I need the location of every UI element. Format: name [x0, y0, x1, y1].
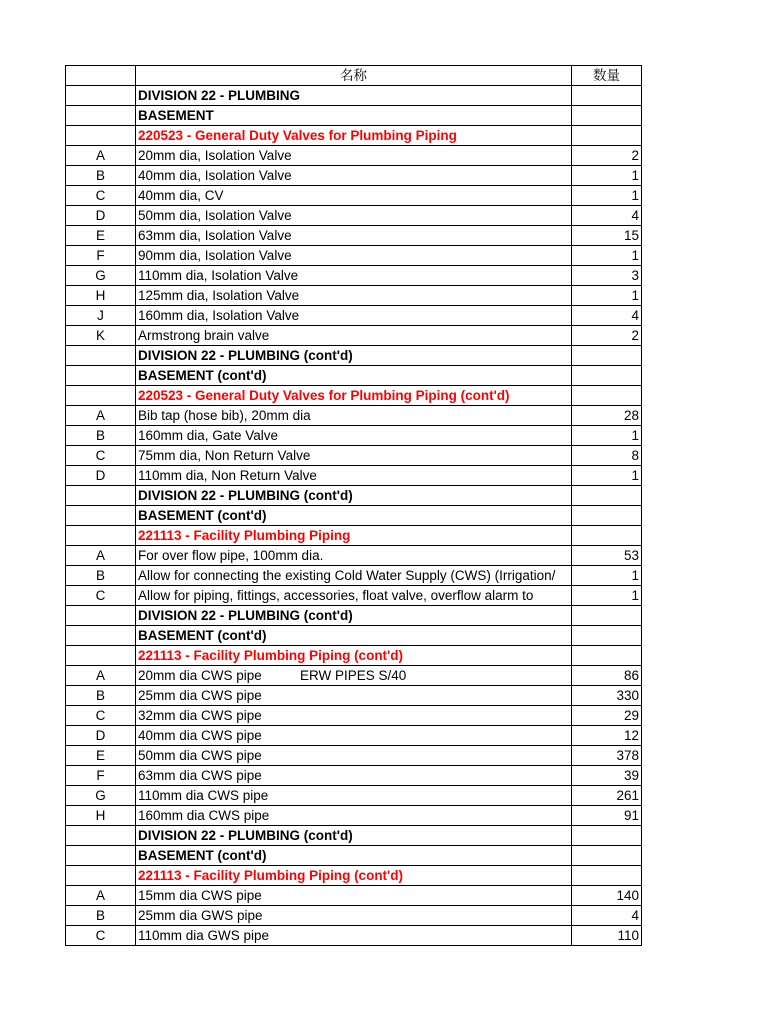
item-quantity: 378 — [571, 746, 642, 765]
area-heading-row — [65, 505, 642, 525]
division-heading: DIVISION 22 - PLUMBING (cont'd) — [135, 486, 571, 505]
item-note: ERW PIPES S/40 — [300, 668, 407, 683]
section-heading-row — [65, 385, 642, 405]
item-code: B — [65, 166, 135, 185]
table-row — [65, 685, 642, 705]
item-quantity: 3 — [571, 266, 642, 285]
item-description: 32mm dia CWS pipe — [135, 706, 571, 725]
table-row — [65, 265, 642, 285]
item-quantity: 110 — [571, 926, 642, 945]
item-code: D — [65, 726, 135, 745]
item-quantity: 1 — [571, 186, 642, 205]
item-description: 110mm dia, Non Return Valve — [135, 466, 571, 485]
empty-cell — [65, 606, 135, 625]
division-heading: DIVISION 22 - PLUMBING — [135, 86, 571, 105]
item-quantity: 15 — [571, 226, 642, 245]
item-quantity: 4 — [571, 306, 642, 325]
empty-cell — [65, 866, 135, 885]
empty-cell — [571, 486, 642, 505]
item-quantity: 29 — [571, 706, 642, 725]
item-code: J — [65, 306, 135, 325]
division-heading-row — [65, 825, 642, 845]
empty-cell — [65, 106, 135, 125]
table-row — [65, 185, 642, 205]
item-description: 110mm dia, Isolation Valve — [135, 266, 571, 285]
item-code: C — [65, 446, 135, 465]
empty-cell — [65, 86, 135, 105]
item-code: E — [65, 226, 135, 245]
empty-cell — [571, 126, 642, 145]
empty-cell — [65, 386, 135, 405]
item-code: G — [65, 786, 135, 805]
item-quantity: 8 — [571, 446, 642, 465]
table-row — [65, 885, 642, 905]
item-code: C — [65, 706, 135, 725]
empty-cell — [65, 126, 135, 145]
item-code: K — [65, 326, 135, 345]
item-description: 75mm dia, Non Return Valve — [135, 446, 571, 465]
area-heading: BASEMENT (cont'd) — [135, 506, 571, 525]
boq-table — [65, 65, 642, 946]
item-description: 63mm dia CWS pipe — [135, 766, 571, 785]
item-description: 25mm dia CWS pipe — [135, 686, 571, 705]
item-quantity: 1 — [571, 466, 642, 485]
table-row — [65, 745, 642, 765]
item-code: F — [65, 246, 135, 265]
item-description: Bib tap (hose bib), 20mm dia — [135, 406, 571, 425]
item-description: 20mm dia CWS pipe — [138, 668, 262, 683]
item-code: B — [65, 686, 135, 705]
item-quantity: 28 — [571, 406, 642, 425]
section-heading: 221113 - Facility Plumbing Piping — [135, 526, 571, 545]
table-row — [65, 545, 642, 565]
empty-cell — [65, 486, 135, 505]
table-row — [65, 165, 642, 185]
table-row — [65, 665, 642, 685]
item-quantity: 91 — [571, 806, 642, 825]
empty-cell — [65, 846, 135, 865]
item-code: A — [65, 406, 135, 425]
table-row — [65, 305, 642, 325]
item-description: 40mm dia CWS pipe — [135, 726, 571, 745]
section-heading-row — [65, 125, 642, 145]
empty-cell — [571, 866, 642, 885]
table-header-row — [65, 65, 642, 85]
empty-cell — [571, 86, 642, 105]
table-row — [65, 445, 642, 465]
item-quantity: 2 — [571, 146, 642, 165]
empty-cell — [65, 66, 135, 85]
item-description: 25mm dia GWS pipe — [135, 906, 571, 925]
division-heading: DIVISION 22 - PLUMBING (cont'd) — [135, 606, 571, 625]
item-code: D — [65, 206, 135, 225]
item-code: A — [65, 146, 135, 165]
empty-cell — [571, 386, 642, 405]
item-description: 110mm dia GWS pipe — [135, 926, 571, 945]
division-heading-row — [65, 85, 642, 105]
item-code: B — [65, 426, 135, 445]
section-heading: 221113 - Facility Plumbing Piping (cont'd) — [135, 866, 571, 885]
empty-cell — [571, 346, 642, 365]
division-heading-row — [65, 605, 642, 625]
table-row — [65, 585, 642, 605]
item-code: F — [65, 766, 135, 785]
area-heading: BASEMENT (cont'd) — [135, 846, 571, 865]
item-description: 40mm dia, CV — [135, 186, 571, 205]
item-code: A — [65, 886, 135, 905]
item-description: 63mm dia, Isolation Valve — [135, 226, 571, 245]
item-quantity: 12 — [571, 726, 642, 745]
section-heading: 221113 - Facility Plumbing Piping (cont'd) — [135, 646, 571, 665]
item-description: 160mm dia, Gate Valve — [135, 426, 571, 445]
area-heading-row — [65, 105, 642, 125]
table-row — [65, 925, 642, 945]
item-code: E — [65, 746, 135, 765]
area-heading: BASEMENT — [135, 106, 571, 125]
section-heading: 220523 - General Duty Valves for Plumbing Piping (cont'd) — [135, 386, 571, 405]
item-code: C — [65, 186, 135, 205]
table-row — [65, 325, 642, 345]
item-quantity: 39 — [571, 766, 642, 785]
item-description: 40mm dia, Isolation Valve — [135, 166, 571, 185]
division-heading-row — [65, 485, 642, 505]
empty-cell — [571, 826, 642, 845]
item-description: 50mm dia CWS pipe — [135, 746, 571, 765]
table-row — [65, 765, 642, 785]
table-row — [65, 285, 642, 305]
item-code: H — [65, 286, 135, 305]
table-row — [65, 705, 642, 725]
empty-cell — [571, 626, 642, 645]
item-quantity: 4 — [571, 206, 642, 225]
empty-cell — [65, 366, 135, 385]
header-quantity: 数量 — [571, 66, 642, 85]
item-description: 20mm dia, Isolation Valve — [135, 146, 571, 165]
item-description: Allow for piping, fittings, accessories, float valve, overflow alarm to — [135, 586, 571, 605]
empty-cell — [65, 526, 135, 545]
item-quantity: 86 — [571, 666, 642, 685]
empty-cell — [65, 346, 135, 365]
division-heading-row — [65, 345, 642, 365]
section-heading: 220523 - General Duty Valves for Plumbing Piping — [135, 126, 571, 145]
item-quantity: 1 — [571, 586, 642, 605]
table-row — [65, 785, 642, 805]
item-quantity: 53 — [571, 546, 642, 565]
item-code: C — [65, 586, 135, 605]
empty-cell — [571, 646, 642, 665]
item-quantity: 261 — [571, 786, 642, 805]
item-description: Allow for connecting the existing Cold Water Supply (CWS) (Irrigation/ — [135, 566, 571, 585]
header-description: 名称 — [135, 66, 571, 85]
item-description: Armstrong brain valve — [135, 326, 571, 345]
table-row — [65, 225, 642, 245]
section-heading-row — [65, 525, 642, 545]
item-quantity: 1 — [571, 286, 642, 305]
item-code: C — [65, 926, 135, 945]
item-code: G — [65, 266, 135, 285]
table-row — [65, 565, 642, 585]
division-heading: DIVISION 22 - PLUMBING (cont'd) — [135, 826, 571, 845]
empty-cell — [571, 846, 642, 865]
item-quantity: 4 — [571, 906, 642, 925]
table-row — [65, 145, 642, 165]
table-row — [65, 725, 642, 745]
table-row — [65, 805, 642, 825]
area-heading-row — [65, 365, 642, 385]
item-quantity: 1 — [571, 426, 642, 445]
table-row — [65, 425, 642, 445]
item-description: 160mm dia CWS pipe — [135, 806, 571, 825]
table-row — [65, 465, 642, 485]
item-quantity: 1 — [571, 166, 642, 185]
item-description: 15mm dia CWS pipe — [135, 886, 571, 905]
item-description: 110mm dia CWS pipe — [135, 786, 571, 805]
table-row — [65, 905, 642, 925]
item-code: B — [65, 566, 135, 585]
item-quantity: 140 — [571, 886, 642, 905]
table-row — [65, 245, 642, 265]
item-description: 50mm dia, Isolation Valve — [135, 206, 571, 225]
empty-cell — [571, 526, 642, 545]
table-row — [65, 205, 642, 225]
item-code: D — [65, 466, 135, 485]
area-heading-row — [65, 625, 642, 645]
empty-cell — [65, 626, 135, 645]
item-description: 160mm dia, Isolation Valve — [135, 306, 571, 325]
item-quantity: 330 — [571, 686, 642, 705]
empty-cell — [571, 106, 642, 125]
item-code: H — [65, 806, 135, 825]
item-code: A — [65, 666, 135, 685]
table-row — [65, 405, 642, 425]
area-heading: BASEMENT (cont'd) — [135, 626, 571, 645]
item-quantity: 2 — [571, 326, 642, 345]
empty-cell — [65, 646, 135, 665]
item-code: B — [65, 906, 135, 925]
empty-cell — [65, 826, 135, 845]
section-heading-row — [65, 865, 642, 885]
section-heading-row — [65, 645, 642, 665]
item-description: For over flow pipe, 100mm dia. — [135, 546, 571, 565]
empty-cell — [571, 606, 642, 625]
item-description: 90mm dia, Isolation Valve — [135, 246, 571, 265]
area-heading: BASEMENT (cont'd) — [135, 366, 571, 385]
empty-cell — [65, 506, 135, 525]
division-heading: DIVISION 22 - PLUMBING (cont'd) — [135, 346, 571, 365]
empty-cell — [571, 366, 642, 385]
item-description-cell — [135, 666, 571, 685]
area-heading-row — [65, 845, 642, 865]
empty-cell — [571, 506, 642, 525]
item-quantity: 1 — [571, 246, 642, 265]
item-description: 125mm dia, Isolation Valve — [135, 286, 571, 305]
item-quantity: 1 — [571, 566, 642, 585]
item-code: A — [65, 546, 135, 565]
